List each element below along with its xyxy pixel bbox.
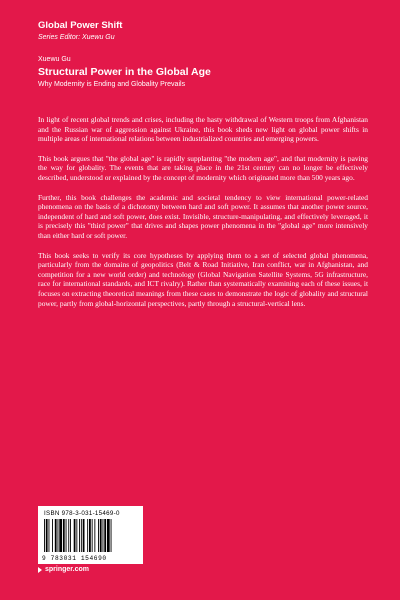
blurb-paragraph: Further, this book challenges the academic and societal tendency to view international power-related phenomena on the basis of a dichotomy between hard and soft power. It assumes that another power source, independent of hard and soft power, does exist. Invisible, structure-manipulating, and effectively leveraged, it is precisely this "third power" that drives and shapes power phenomena in the "global age" more intensively than either hard or soft power. [38,192,368,240]
barcode-image [44,519,138,552]
blurb-paragraph: This book argues that "the global age" is rapidly supplanting "the modern age", and that modernity is paving the way for globality. The events that are taking place in the 21st century can no longer be effectively described, understood or explained by the concept of modernity which originated more than 500 years ago. [38,153,368,182]
publisher-site: springer.com [45,566,89,573]
ean-digits: 9 783031 154690 [42,555,107,562]
series-title: Global Power Shift [38,20,123,31]
author-name: Xuewu Gu [38,56,71,63]
book-title: Structural Power in the Global Age [38,66,211,78]
blurb-paragraph: This book seeks to verify its core hypotheses by applying them to a set of selected global phenomena, particularly from the domains of geopolitics (Belt & Road Initiative, Iran conflict, war in Afghanistan, and competition for a new world order) and technology (Global Navigation Satellite Systems, 5G infrastructure, race for international standards, and ICT rivalry). Rather than systematically examining each of these issues, it focuses on extracting theoretical meanings from these cases to demonstrate the logic of globality and structural power, partly from global-horizontal perspectives, partly through a structural-vertical lens. [38,250,368,308]
book-heading [38,55,368,89]
isbn-label: ISBN 978-3-031-15469-0 [44,510,120,517]
arrow-icon [38,567,42,573]
blurb-paragraph: In light of recent global trends and crises, including the hasty withdrawal of Western troops from Afghanistan and the Russian war of aggression against Ukraine, this book sheds new light on global power shifts in multiple areas of international relations between industrialized countries and emerging powers. [38,115,368,144]
book-subtitle: Why Modernity is Ending and Globality Prevails [38,81,186,88]
publisher-link[interactable] [38,566,89,573]
blurb [38,115,368,318]
series-block [38,20,122,43]
barcode-box [38,506,143,564]
series-editor: Series Editor: Xuewu Gu [38,34,115,41]
